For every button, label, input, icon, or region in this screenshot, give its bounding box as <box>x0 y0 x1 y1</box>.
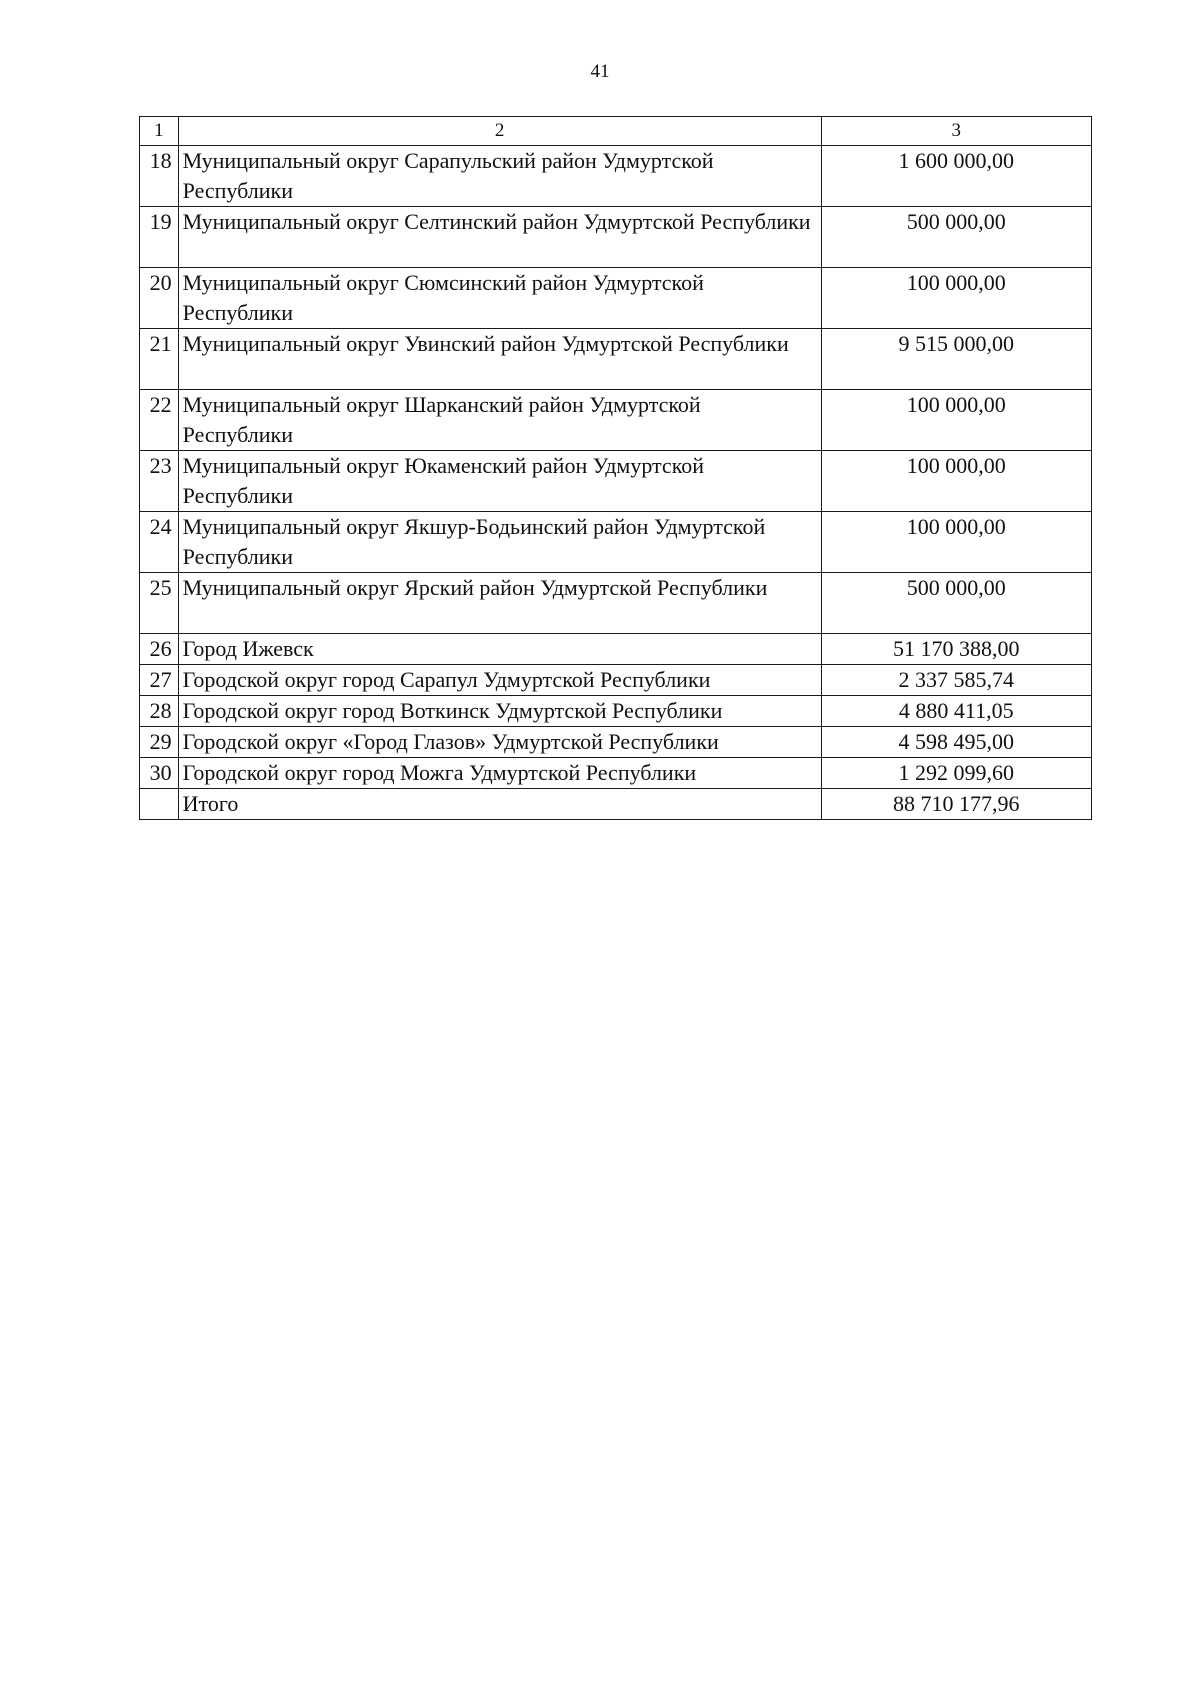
allocation-table <box>139 116 1092 820</box>
row-number: 21 <box>140 329 179 390</box>
table-row <box>140 146 1092 207</box>
row-name: Муниципальный округ Сарапульский район Удмуртской Республики <box>178 146 821 207</box>
total-number <box>140 789 179 820</box>
row-name: Муниципальный округ Селтинский район Удмуртской Республики <box>178 207 821 268</box>
row-number: 29 <box>140 727 179 758</box>
table-row <box>140 512 1092 573</box>
table-row <box>140 758 1092 789</box>
row-sum: 100 000,00 <box>821 268 1091 329</box>
total-sum: 88 710 177,96 <box>821 789 1091 820</box>
row-sum: 500 000,00 <box>821 573 1091 634</box>
table-row <box>140 207 1092 268</box>
row-number: 30 <box>140 758 179 789</box>
row-number: 26 <box>140 634 179 665</box>
header-cell-number: 1 <box>140 117 179 146</box>
row-number: 20 <box>140 268 179 329</box>
table-row <box>140 573 1092 634</box>
row-sum: 1 600 000,00 <box>821 146 1091 207</box>
row-sum: 100 000,00 <box>821 512 1091 573</box>
table-row <box>140 634 1092 665</box>
row-number: 23 <box>140 451 179 512</box>
row-name: Городской округ город Воткинск Удмуртской Республики <box>178 696 821 727</box>
row-name: Муниципальный округ Шарканский район Удмуртской Республики <box>178 390 821 451</box>
row-name: Муниципальный округ Ярский район Удмуртской Республики <box>178 573 821 634</box>
row-number: 25 <box>140 573 179 634</box>
table-row <box>140 390 1092 451</box>
row-sum: 4 598 495,00 <box>821 727 1091 758</box>
row-number: 28 <box>140 696 179 727</box>
table-row <box>140 696 1092 727</box>
row-sum: 100 000,00 <box>821 390 1091 451</box>
row-number: 18 <box>140 146 179 207</box>
row-number: 19 <box>140 207 179 268</box>
row-name: Муниципальный округ Сюмсинский район Удмуртской Республики <box>178 268 821 329</box>
table-row <box>140 451 1092 512</box>
table-row <box>140 727 1092 758</box>
header-cell-name: 2 <box>178 117 821 146</box>
row-sum: 2 337 585,74 <box>821 665 1091 696</box>
row-name: Муниципальный округ Якшур-Бодьинский район Удмуртской Республики <box>178 512 821 573</box>
row-name: Муниципальный округ Увинский район Удмуртской Республики <box>178 329 821 390</box>
total-label: Итого <box>178 789 821 820</box>
row-sum: 500 000,00 <box>821 207 1091 268</box>
row-number: 24 <box>140 512 179 573</box>
table-row <box>140 329 1092 390</box>
table-row <box>140 665 1092 696</box>
table-total-row <box>140 789 1092 820</box>
header-cell-sum: 3 <box>821 117 1091 146</box>
row-name: Городской округ город Можга Удмуртской Республики <box>178 758 821 789</box>
row-sum: 9 515 000,00 <box>821 329 1091 390</box>
row-sum: 100 000,00 <box>821 451 1091 512</box>
row-sum: 4 880 411,05 <box>821 696 1091 727</box>
table-header-row <box>140 117 1092 146</box>
row-name: Городской округ город Сарапул Удмуртской Республики <box>178 665 821 696</box>
row-sum: 51 170 388,00 <box>821 634 1091 665</box>
row-sum: 1 292 099,60 <box>821 758 1091 789</box>
page-number: 41 <box>590 61 610 82</box>
row-number: 27 <box>140 665 179 696</box>
row-name: Город Ижевск <box>178 634 821 665</box>
row-name: Городской округ «Город Глазов» Удмуртской Республики <box>178 727 821 758</box>
row-number: 22 <box>140 390 179 451</box>
row-name: Муниципальный округ Юкаменский район Удмуртской Республики <box>178 451 821 512</box>
table-row <box>140 268 1092 329</box>
